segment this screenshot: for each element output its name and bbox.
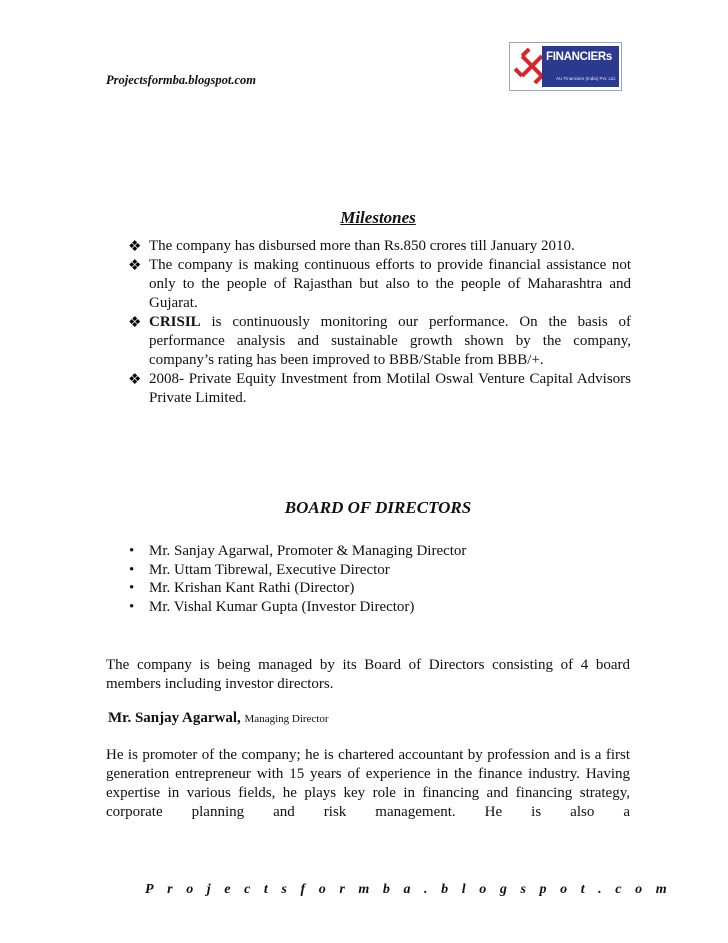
logo-subtitle: AU Financiers (India) Pvt. Ltd. [556, 76, 617, 81]
footer-site-name: Projectsformba.blogspot.com [145, 882, 681, 897]
list-item [128, 313, 631, 370]
item-bold: CRISIL [149, 314, 201, 330]
milestones-title: Milestones [340, 208, 416, 227]
directors-list [128, 542, 466, 616]
bullet-icon: • [129, 598, 135, 615]
director-name: Mr. Uttam Tibrewal, Executive Director [149, 561, 390, 578]
list-item [128, 598, 466, 617]
bullet-icon: • [129, 580, 135, 596]
director-name: Mr. Krishan Kant Rathi (Director) [149, 580, 355, 596]
list-item [128, 237, 631, 256]
bullet-icon: • [129, 561, 135, 578]
profile-name: Mr. Sanjay Agarwal, [108, 710, 241, 726]
diamond-bullet-icon: ❖ [128, 313, 142, 331]
item-text: 2008- Private Equity Investment from Motilal Oswal Venture Capital Advisors Private Limited. [149, 371, 631, 406]
profile-heading [108, 710, 329, 727]
list-item [128, 256, 631, 313]
profile-bio: He is promoter of the company; he is chartered accountant by profession and is a first generation entrepreneur with 15 years of experience in the finance industry. Having expertise in various fields, he plays key role in financing and financing strategy, corporate planning and risk management. He is also a [106, 747, 630, 820]
board-summary: The company is being managed by its Board of Directors consisting of 4 board members including investor directors. [106, 657, 630, 692]
list-item [128, 579, 466, 598]
bullet-icon: • [129, 543, 135, 559]
company-logo [509, 42, 622, 91]
list-item [128, 370, 631, 408]
diamond-bullet-icon: ❖ [128, 256, 142, 274]
item-text: The company is making continuous efforts to provide financial assistance not only to the people of Rajasthan but also to the people of Maharashtra and Gujarat. [149, 257, 631, 311]
diamond-bullet-icon: ❖ [128, 370, 142, 388]
header-site-name: Projectsformba.blogspot.com [106, 73, 256, 87]
logo-wordmark: FINANCIERs [546, 51, 613, 63]
item-text: is continuously monitoring our performance. On the basis of performance analysis and sustainable growth shown by the company, company’s rating has been improved to BBB/Stable from BBB/+. [149, 314, 631, 368]
item-text: The company has disbursed more than Rs.850 crores till January 2010. [149, 238, 575, 254]
board-title: BOARD OF DIRECTORS [284, 498, 472, 517]
director-name: Mr. Vishal Kumar Gupta (Investor Director) [149, 598, 415, 615]
diamond-bullet-icon: ❖ [128, 237, 142, 255]
list-item [128, 561, 466, 580]
director-name: Mr. Sanjay Agarwal, Promoter & Managing Director [149, 543, 467, 559]
profile-role: Managing Director [244, 713, 329, 725]
milestones-list [128, 237, 631, 408]
list-item [128, 542, 466, 561]
